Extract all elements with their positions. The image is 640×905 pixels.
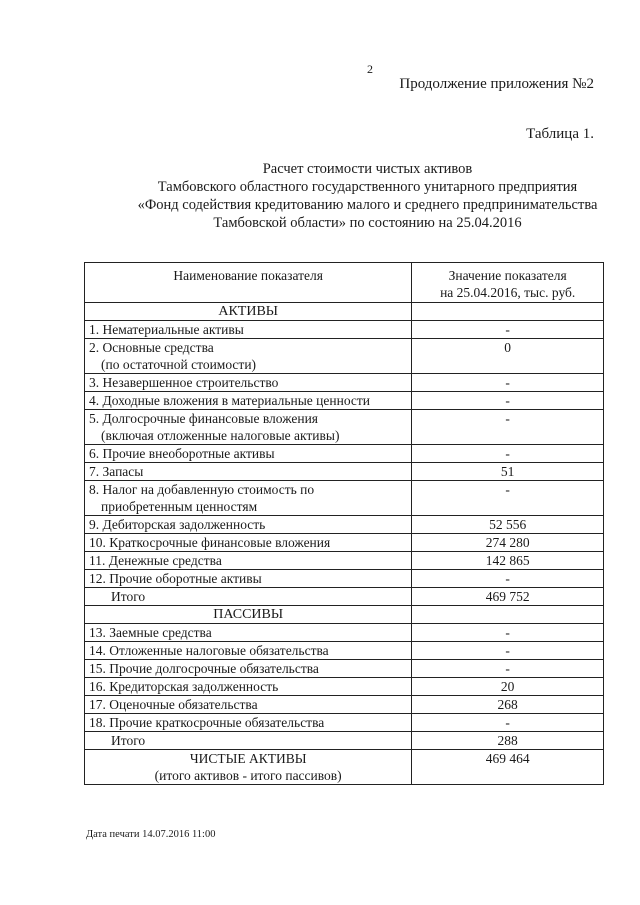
indicator-cell: [85, 624, 412, 642]
table-row: [85, 678, 604, 696]
value-cell: 52 556: [412, 516, 604, 534]
indicator-name: 6. Прочие внеоборотные активы: [89, 446, 275, 461]
indicator-name-continued: (по остаточной стоимости): [101, 357, 257, 372]
indicator-name-continued: приобретенным ценностям: [101, 499, 258, 514]
indicator-name: 13. Заемные средства: [89, 625, 212, 640]
indicator-cell: [85, 374, 412, 392]
indicator-name-continued: (включая отложенные налоговые активы): [101, 428, 340, 443]
value-cell: -: [412, 714, 604, 732]
table-row: [85, 624, 604, 642]
indicator-cell: [85, 516, 412, 534]
indicator-cell: [85, 642, 412, 660]
indicator-name: 3. Незавершенное строительство: [89, 375, 279, 390]
column-header-value: [412, 263, 604, 303]
table-row: [85, 410, 604, 445]
table-row: [85, 714, 604, 732]
table-label: Таблица 1.: [526, 126, 594, 142]
table-row: [85, 463, 604, 481]
value-cell: 20: [412, 678, 604, 696]
indicator-cell: [85, 570, 412, 588]
section-row-liabilities: [85, 606, 604, 624]
net-assets-table: [84, 262, 604, 785]
value-cell: 142 865: [412, 552, 604, 570]
indicator-name: 16. Кредиторская задолженность: [89, 679, 279, 694]
value-cell: -: [412, 624, 604, 642]
page-number: 2: [367, 62, 373, 76]
value-cell: 274 280: [412, 534, 604, 552]
value-cell: 0: [412, 339, 604, 374]
indicator-name: 9. Дебиторская задолженность: [89, 517, 266, 532]
table-body: [85, 303, 604, 785]
net-assets-title: ЧИСТЫЕ АКТИВЫ: [189, 751, 307, 766]
indicator-name: 12. Прочие оборотные активы: [89, 571, 262, 586]
table-row: [85, 481, 604, 516]
indicator-cell: [85, 714, 412, 732]
indicator-name: 4. Доходные вложения в материальные ценности: [89, 393, 371, 408]
heading-line: Тамбовского областного государственного унитарного предприятия: [157, 179, 578, 195]
total-value: 288: [412, 732, 604, 750]
indicator-cell: [85, 660, 412, 678]
table-header-row: [85, 263, 604, 303]
continuation-note: Продолжение приложения №2: [399, 76, 594, 92]
net-assets-row: [85, 750, 604, 785]
heading-line: Тамбовской области» по состоянию на 25.04.2016: [213, 215, 522, 231]
value-cell: -: [412, 321, 604, 339]
value-cell: -: [412, 410, 604, 445]
value-cell: -: [412, 570, 604, 588]
indicator-cell: [85, 678, 412, 696]
table-row: [85, 445, 604, 463]
table-row: [85, 321, 604, 339]
value-cell: -: [412, 374, 604, 392]
indicator-name: 5. Долгосрочные финансовые вложения: [89, 411, 319, 426]
indicator-name: 14. Отложенные налоговые обязательства: [89, 643, 329, 658]
indicator-name: 18. Прочие краткосрочные обязательства: [89, 715, 325, 730]
section-title-liabilities: ПАССИВЫ: [85, 606, 412, 624]
column-header-value-line2: на 25.04.2016, тыс. руб.: [440, 285, 576, 300]
indicator-name: 11. Денежные средства: [89, 553, 222, 568]
empty-cell: [412, 303, 604, 321]
indicator-cell: [85, 445, 412, 463]
value-cell: -: [412, 445, 604, 463]
indicator-cell: [85, 463, 412, 481]
table-row: [85, 642, 604, 660]
total-label: Итого: [85, 588, 412, 606]
indicator-name: 10. Краткосрочные финансовые вложения: [89, 535, 331, 550]
net-assets-value: 469 464: [412, 750, 604, 785]
table-row: [85, 660, 604, 678]
indicator-name: 1. Нематериальные активы: [89, 322, 244, 337]
section-title-assets: АКТИВЫ: [85, 303, 412, 321]
value-cell: 51: [412, 463, 604, 481]
indicator-cell: [85, 534, 412, 552]
heading-line: «Фонд содействия кредитованию малого и среднего предпринимательства: [137, 197, 598, 213]
indicator-cell: [85, 552, 412, 570]
total-value: 469 752: [412, 588, 604, 606]
value-cell: -: [412, 481, 604, 516]
indicator-cell: [85, 410, 412, 445]
column-header-value-line1: Значение показателя: [448, 268, 567, 283]
table-row: [85, 552, 604, 570]
heading-line: Расчет стоимости чистых активов: [262, 161, 473, 177]
indicator-name: 2. Основные средства: [89, 340, 214, 355]
table-row: [85, 516, 604, 534]
column-header-indicator: Наименование показателя: [85, 263, 412, 303]
print-date: Дата печати 14.07.2016 11:00: [86, 829, 216, 840]
value-cell: -: [412, 660, 604, 678]
document-heading: [80, 160, 640, 232]
indicator-cell: [85, 321, 412, 339]
indicator-name: 7. Запасы: [89, 464, 144, 479]
indicator-name: 8. Налог на добавленную стоимость по: [89, 482, 315, 497]
indicator-name: 17. Оценочные обязательства: [89, 697, 258, 712]
value-cell: -: [412, 392, 604, 410]
table-row: [85, 534, 604, 552]
net-assets-subtitle: (итого активов - итого пассивов): [154, 768, 342, 783]
value-cell: -: [412, 642, 604, 660]
empty-cell: [412, 606, 604, 624]
indicator-cell: [85, 481, 412, 516]
indicator-cell: [85, 392, 412, 410]
indicator-cell: [85, 696, 412, 714]
value-cell: 268: [412, 696, 604, 714]
table-row: [85, 339, 604, 374]
indicator-cell: [85, 339, 412, 374]
net-assets-label-cell: [85, 750, 412, 785]
table-row: [85, 392, 604, 410]
total-label: Итого: [85, 732, 412, 750]
liabilities-total-row: [85, 732, 604, 750]
assets-total-row: [85, 588, 604, 606]
table-row: [85, 570, 604, 588]
section-row-assets: [85, 303, 604, 321]
table-row: [85, 696, 604, 714]
indicator-name: 15. Прочие долгосрочные обязательства: [89, 661, 319, 676]
table-row: [85, 374, 604, 392]
